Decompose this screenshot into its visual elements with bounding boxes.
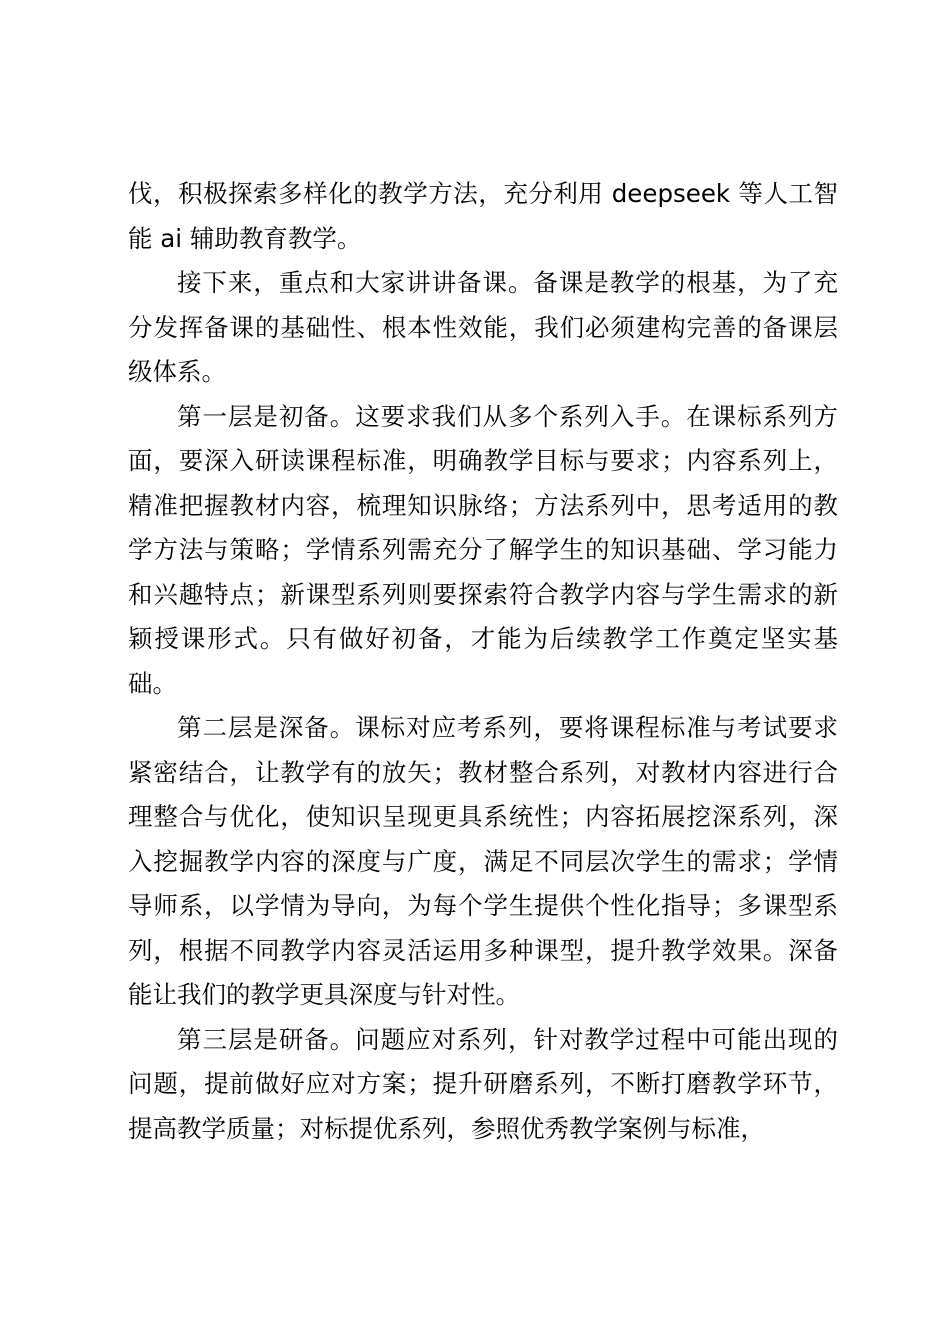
paragraph-second-level: 第二层是深备。课标对应考系列，要将课程标准与考试要求紧密结合，让教学有的放矢；教材整合系列，对教材内容进行合理整合与优化，使知识呈现更具系统性；内容拓展挖深系列，深入挖掘教学内容的深度与广度，满足不同层次学生的需求；学情导师系，以学情为导向，为每个学生提供个性化指导；多课型系列，根据不同教学内容灵活运用多种课型，提升教学效果。深备能让我们的教学更具深度与针对性。 bbox=[128, 713, 838, 1009]
body-text bbox=[128, 172, 838, 1151]
paragraph-continued: 伐，积极探索多样化的教学方法，充分利用 deepseek 等人工智能 ai 辅助教育教学。 bbox=[128, 179, 838, 253]
paragraph-lesson-prep-intro: 接下来，重点和大家讲讲备课。备课是教学的根基，为了充分发挥备课的基础性、根本性效能，我们必须建构完善的备课层级体系。 bbox=[128, 268, 838, 386]
paragraph-third-level: 第三层是研备。问题应对系列，针对教学过程中可能出现的问题，提前做好应对方案；提升研磨系列，不断打磨教学环节，提高教学质量；对标提优系列，参照优秀教学案例与标准， bbox=[128, 1024, 838, 1143]
paragraph-first-level: 第一层是初备。这要求我们从多个系列入手。在课标系列方面，要深入研读课程标准，明确教学目标与要求；内容系列上，精准把握教材内容，梳理知识脉络；方法系列中，思考适用的教学方法与策略；学情系列需充分了解学生的知识基础、学习能力和兴趣特点；新课型系列则要探索符合教学内容与学生需求的新颖授课形式。只有做好初备，才能为后续教学工作奠定坚实基础。 bbox=[128, 401, 838, 698]
